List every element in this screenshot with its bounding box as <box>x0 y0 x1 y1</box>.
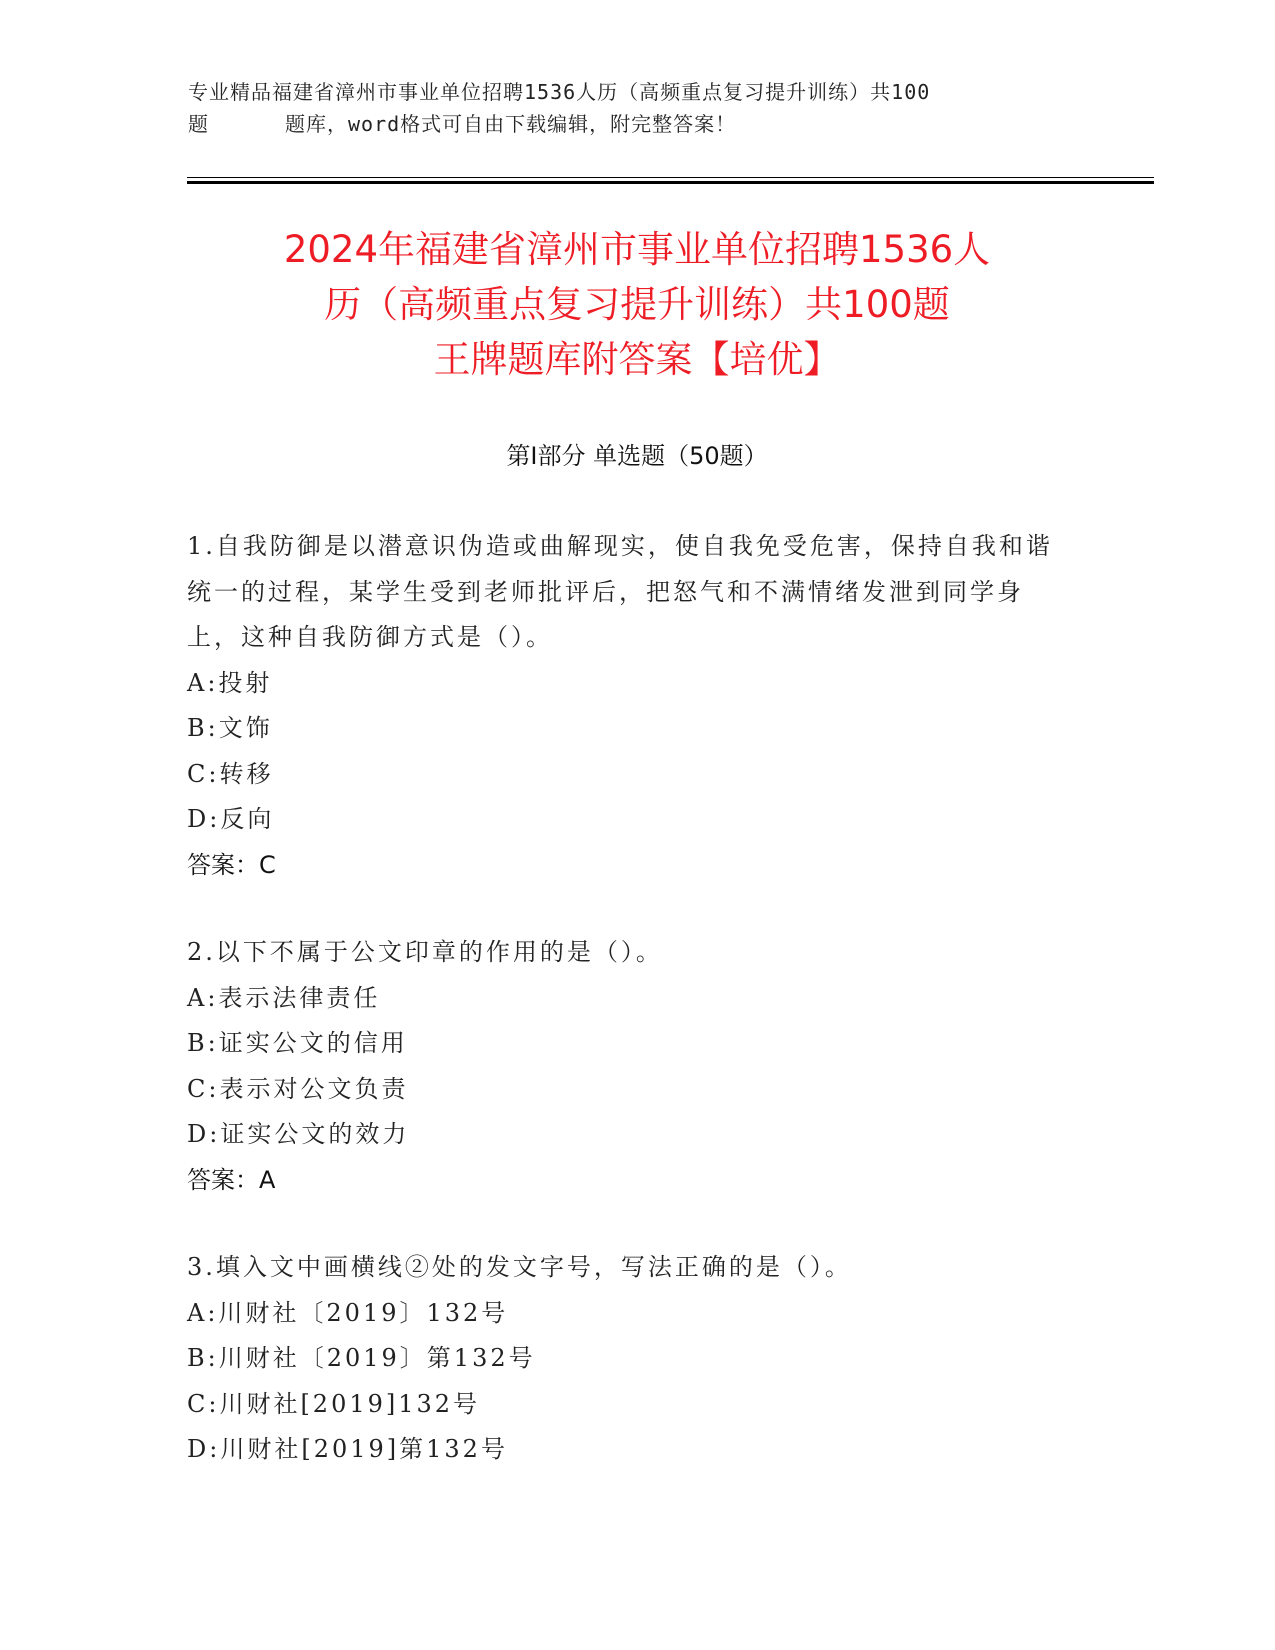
option-d: D:川财社[2019]第132号 <box>187 1435 508 1463</box>
answer-line: 答案：A <box>187 1165 276 1194</box>
question-item <box>187 930 1067 1203</box>
question-item <box>187 524 1067 888</box>
header-note-line-1: 专业精品福建省漳州市事业单位招聘1536人历（高频重点复习提升训练）共100 <box>188 80 931 104</box>
option-a: A:表示法律责任 <box>187 983 381 1012</box>
option-b: B:证实公文的信用 <box>187 1029 408 1057</box>
option-d: D:证实公文的效力 <box>187 1120 410 1148</box>
section-title: 第I部分 单选题（50题） <box>506 442 768 470</box>
document-title-line-1: 2024年福建省漳州市事业单位招聘1536人 <box>283 228 991 271</box>
option-b: B:川财社〔2019〕第132号 <box>187 1344 536 1372</box>
option-a: A:川财社〔2019〕132号 <box>187 1298 509 1327</box>
answer-line: 答案：C <box>187 850 276 879</box>
header-rule-thin <box>187 177 1154 178</box>
header-note <box>188 76 1088 140</box>
option-c: C:表示对公文负责 <box>187 1074 409 1103</box>
header-note-line-2 <box>188 108 1088 140</box>
question-stem: 2.以下不属于公文印章的作用的是（）。 <box>187 938 663 966</box>
option-a: A:投射 <box>187 668 273 697</box>
option-c: C:转移 <box>187 759 274 788</box>
option-b: B:文饰 <box>187 714 273 742</box>
question-list <box>187 524 1067 1515</box>
header-rule-thick <box>187 181 1154 184</box>
header-note-line-2-right: 题库，word格式可自由下载编辑，附完整答案！ <box>285 112 737 136</box>
document-title-line-3: 王牌题库附答案【培优】 <box>433 338 841 381</box>
option-d: D:反向 <box>187 805 275 833</box>
question-stem: 3.填入文中画横线②处的发文字号，写法正确的是（）。 <box>187 1253 852 1281</box>
header-note-line-2-left: 题 <box>188 112 209 136</box>
question-item <box>187 1245 1067 1473</box>
option-c: C:川财社[2019]132号 <box>187 1389 481 1418</box>
document-title-line-2: 历（高频重点复习提升训练）共100题 <box>324 283 950 326</box>
question-stem: 1.自我防御是以潜意识伪造或曲解现实，使自我免受危害，保持自我和谐统一的过程，某学生受到老师批评后，把怒气和不满情绪发泄到同学身上，这种自我防御方式是（）。 <box>187 532 1053 651</box>
document-title <box>187 222 1087 387</box>
